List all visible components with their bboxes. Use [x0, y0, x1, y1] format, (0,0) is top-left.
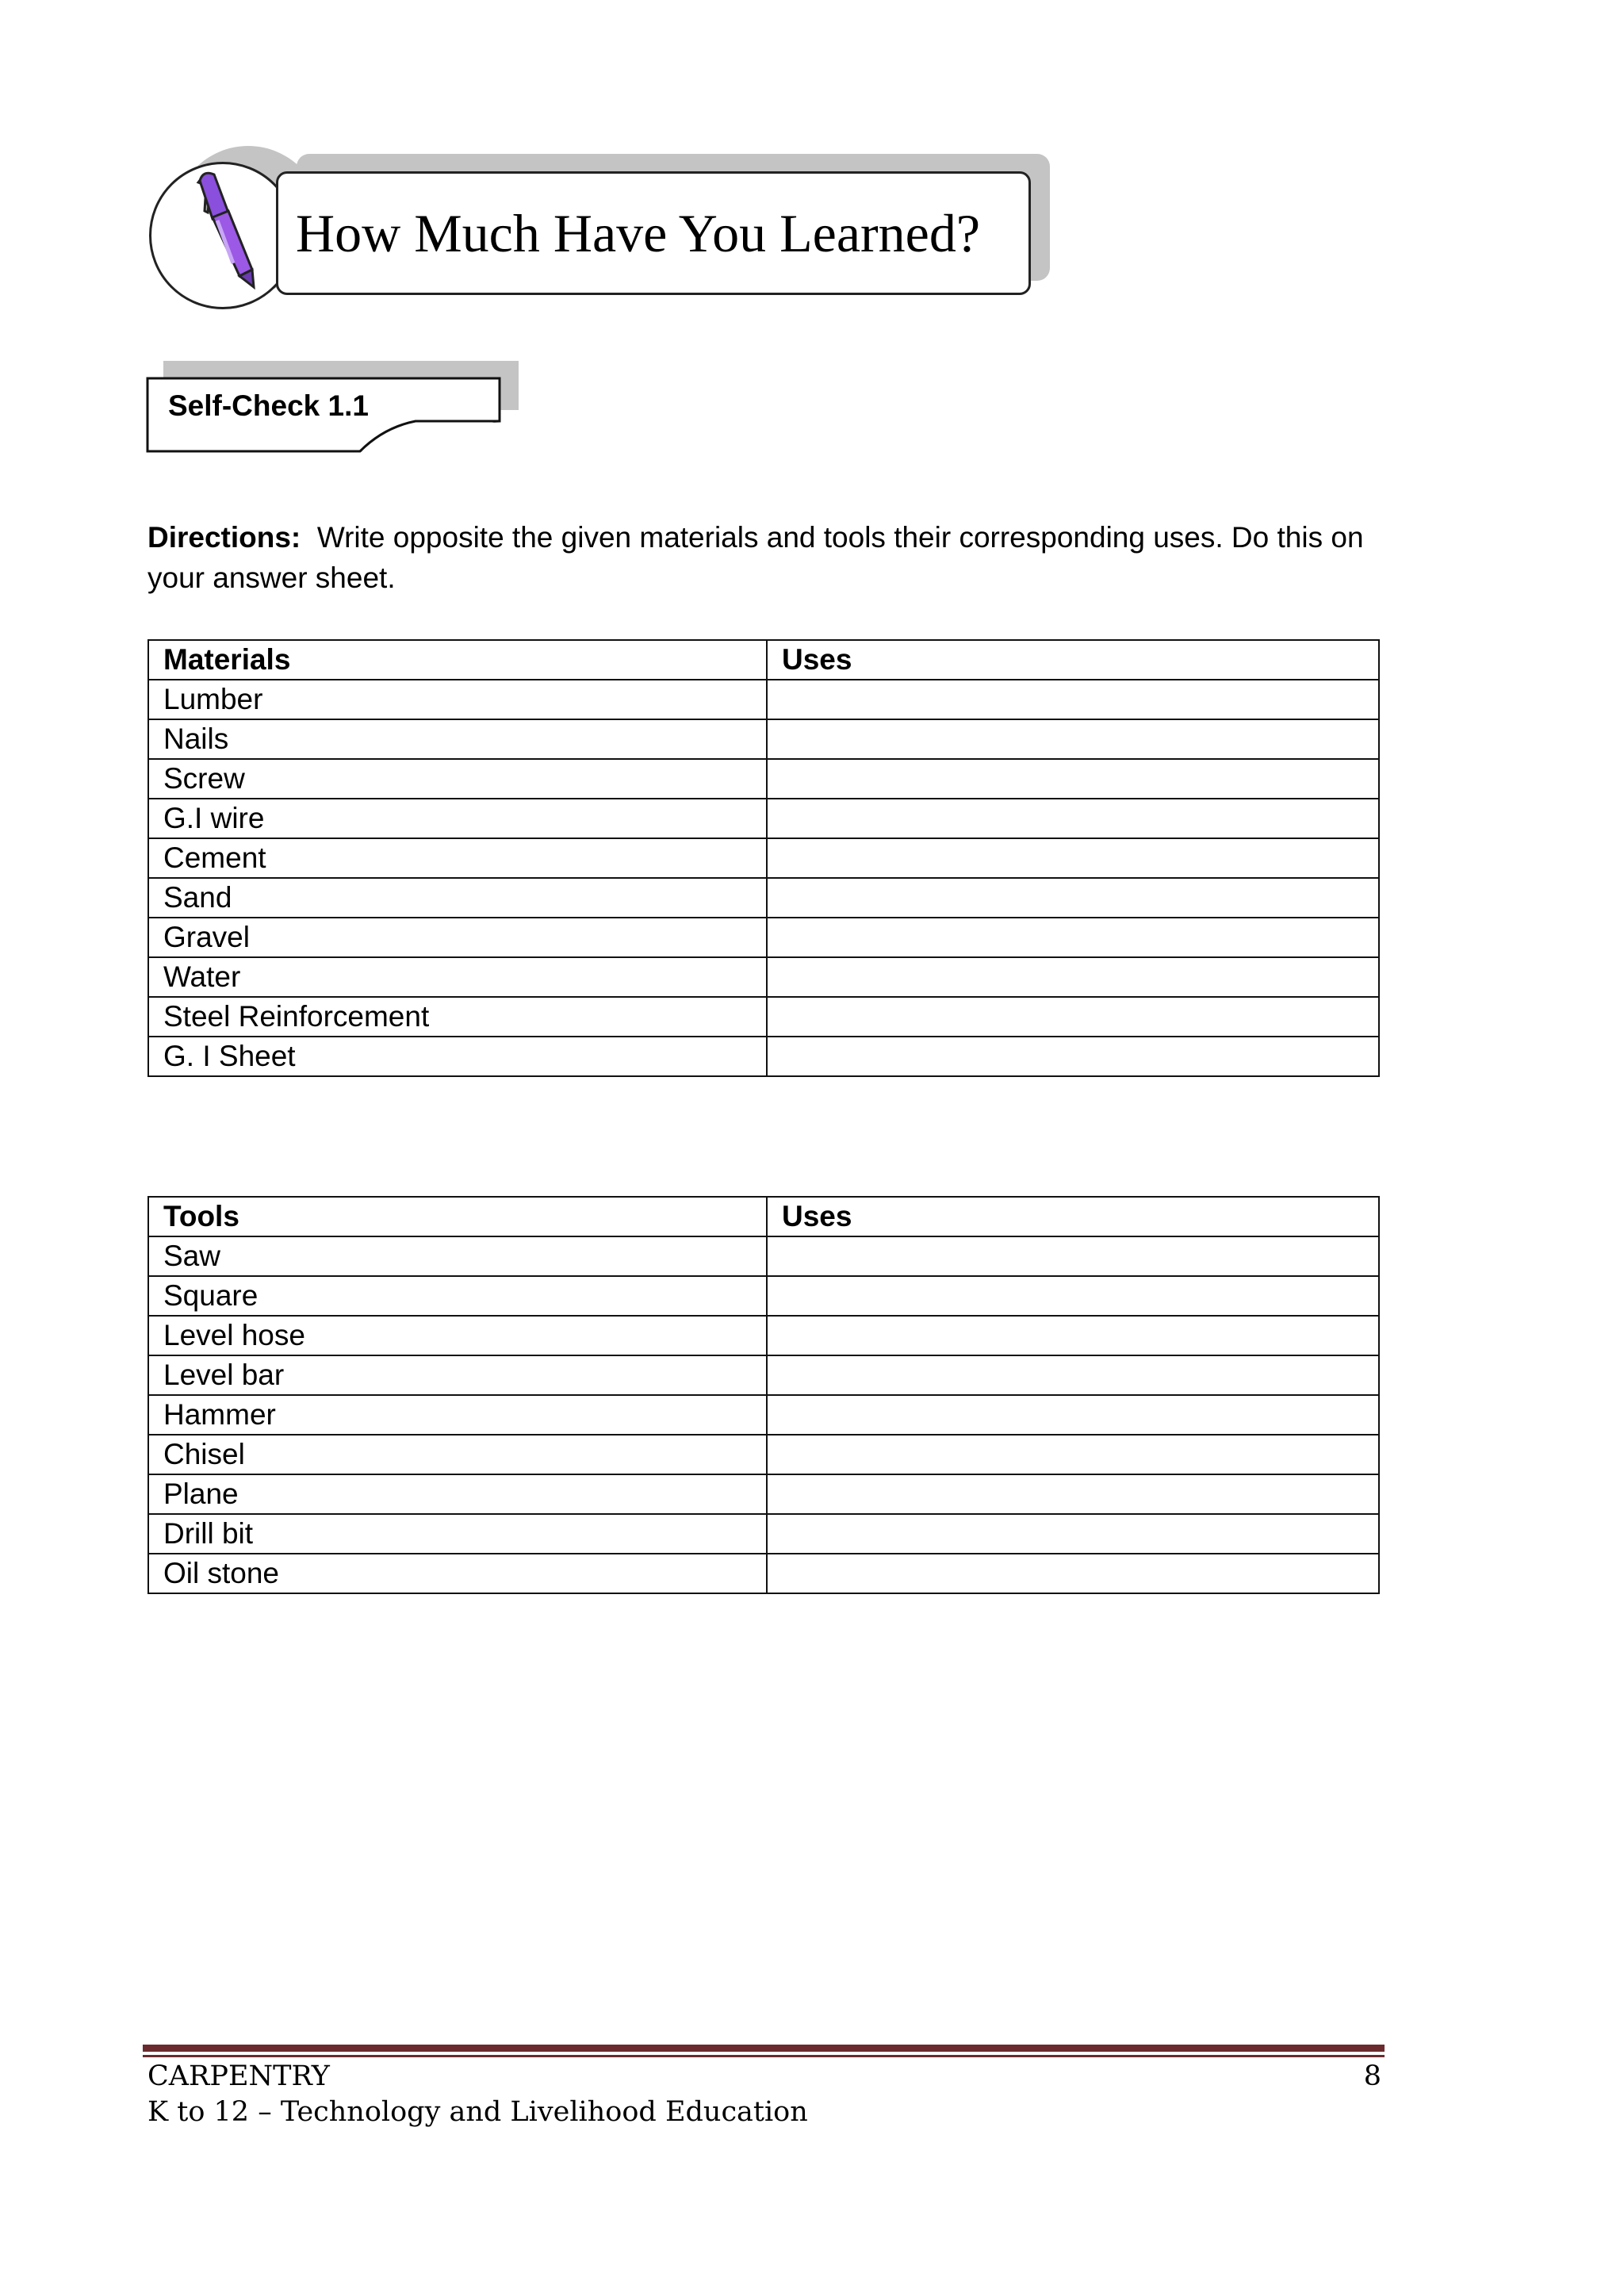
item-name-cell: Level hose	[148, 1316, 767, 1355]
item-name-cell: G. I Sheet	[148, 1037, 767, 1076]
uses-answer-cell	[767, 799, 1379, 838]
table-row	[148, 838, 1379, 878]
directions-text: Write opposite the given materials and tools their corresponding uses. Do this on your answer sheet.	[147, 521, 1364, 594]
table-row	[148, 1316, 1379, 1355]
item-name-cell: Nails	[148, 719, 767, 759]
header-banner	[146, 143, 1050, 309]
uses-answer-cell	[767, 997, 1379, 1037]
table-row	[148, 719, 1379, 759]
uses-answer-cell	[767, 1276, 1379, 1316]
table-row	[148, 1514, 1379, 1554]
table-row	[148, 799, 1379, 838]
table-row	[148, 1474, 1379, 1514]
tools-table	[147, 1196, 1380, 1594]
footer-subject: CARPENTRY	[147, 2060, 330, 2092]
uses-answer-cell	[767, 918, 1379, 957]
footer-rule-thin	[143, 2055, 1385, 2057]
item-name-cell: Chisel	[148, 1435, 767, 1474]
table-row	[148, 1554, 1379, 1593]
table-row	[148, 997, 1379, 1037]
table-row	[148, 918, 1379, 957]
uses-answer-cell	[767, 719, 1379, 759]
uses-answer-cell	[767, 1395, 1379, 1435]
item-name-cell: Sand	[148, 878, 767, 918]
uses-answer-cell	[767, 878, 1379, 918]
item-name-cell: Level bar	[148, 1355, 767, 1395]
uses-answer-cell	[767, 1514, 1379, 1554]
item-name-cell: Drill bit	[148, 1514, 767, 1554]
uses-header: Uses	[767, 1197, 1379, 1236]
uses-answer-cell	[767, 1316, 1379, 1355]
table-header-row	[148, 1197, 1379, 1236]
table-row	[148, 1395, 1379, 1435]
uses-answer-cell	[767, 957, 1379, 997]
pen-icon	[176, 165, 279, 300]
item-name-cell: Oil stone	[148, 1554, 767, 1593]
table-header-row	[148, 640, 1379, 680]
page-number: 8	[1363, 2060, 1381, 2092]
item-name-cell: Lumber	[148, 680, 767, 719]
uses-answer-cell	[767, 1435, 1379, 1474]
table-row	[148, 1435, 1379, 1474]
footer-rule	[143, 2045, 1385, 2052]
directions	[147, 517, 1385, 598]
uses-answer-cell	[767, 1037, 1379, 1076]
item-name-cell: Water	[148, 957, 767, 997]
table-row	[148, 1037, 1379, 1076]
table-row	[148, 1276, 1379, 1316]
item-name-cell: Screw	[148, 759, 767, 799]
uses-header: Uses	[767, 640, 1379, 680]
table-row	[148, 957, 1379, 997]
banner-title-box	[276, 171, 1031, 295]
uses-answer-cell	[767, 1474, 1379, 1514]
uses-answer-cell	[767, 1355, 1379, 1395]
table-row	[148, 1355, 1379, 1395]
item-name-cell: Cement	[148, 838, 767, 878]
page-title: How Much Have You Learned?	[296, 202, 981, 263]
table-row	[148, 680, 1379, 719]
item-name-cell: Saw	[148, 1236, 767, 1276]
footer-course: K to 12 – Technology and Livelihood Education	[147, 2096, 808, 2128]
materials-table	[147, 639, 1380, 1077]
self-check-label: Self-Check 1.1	[168, 389, 369, 422]
uses-answer-cell	[767, 1236, 1379, 1276]
uses-answer-cell	[767, 759, 1379, 799]
uses-answer-cell	[767, 1554, 1379, 1593]
directions-label: Directions:	[147, 521, 301, 554]
tools-header: Tools	[148, 1197, 767, 1236]
self-check-tab	[146, 361, 527, 456]
item-name-cell: Square	[148, 1276, 767, 1316]
uses-answer-cell	[767, 838, 1379, 878]
item-name-cell: G.I wire	[148, 799, 767, 838]
uses-answer-cell	[767, 680, 1379, 719]
materials-header: Materials	[148, 640, 767, 680]
table-row	[148, 878, 1379, 918]
item-name-cell: Gravel	[148, 918, 767, 957]
item-name-cell: Plane	[148, 1474, 767, 1514]
table-row	[148, 759, 1379, 799]
item-name-cell: Steel Reinforcement	[148, 997, 767, 1037]
table-row	[148, 1236, 1379, 1276]
item-name-cell: Hammer	[148, 1395, 767, 1435]
